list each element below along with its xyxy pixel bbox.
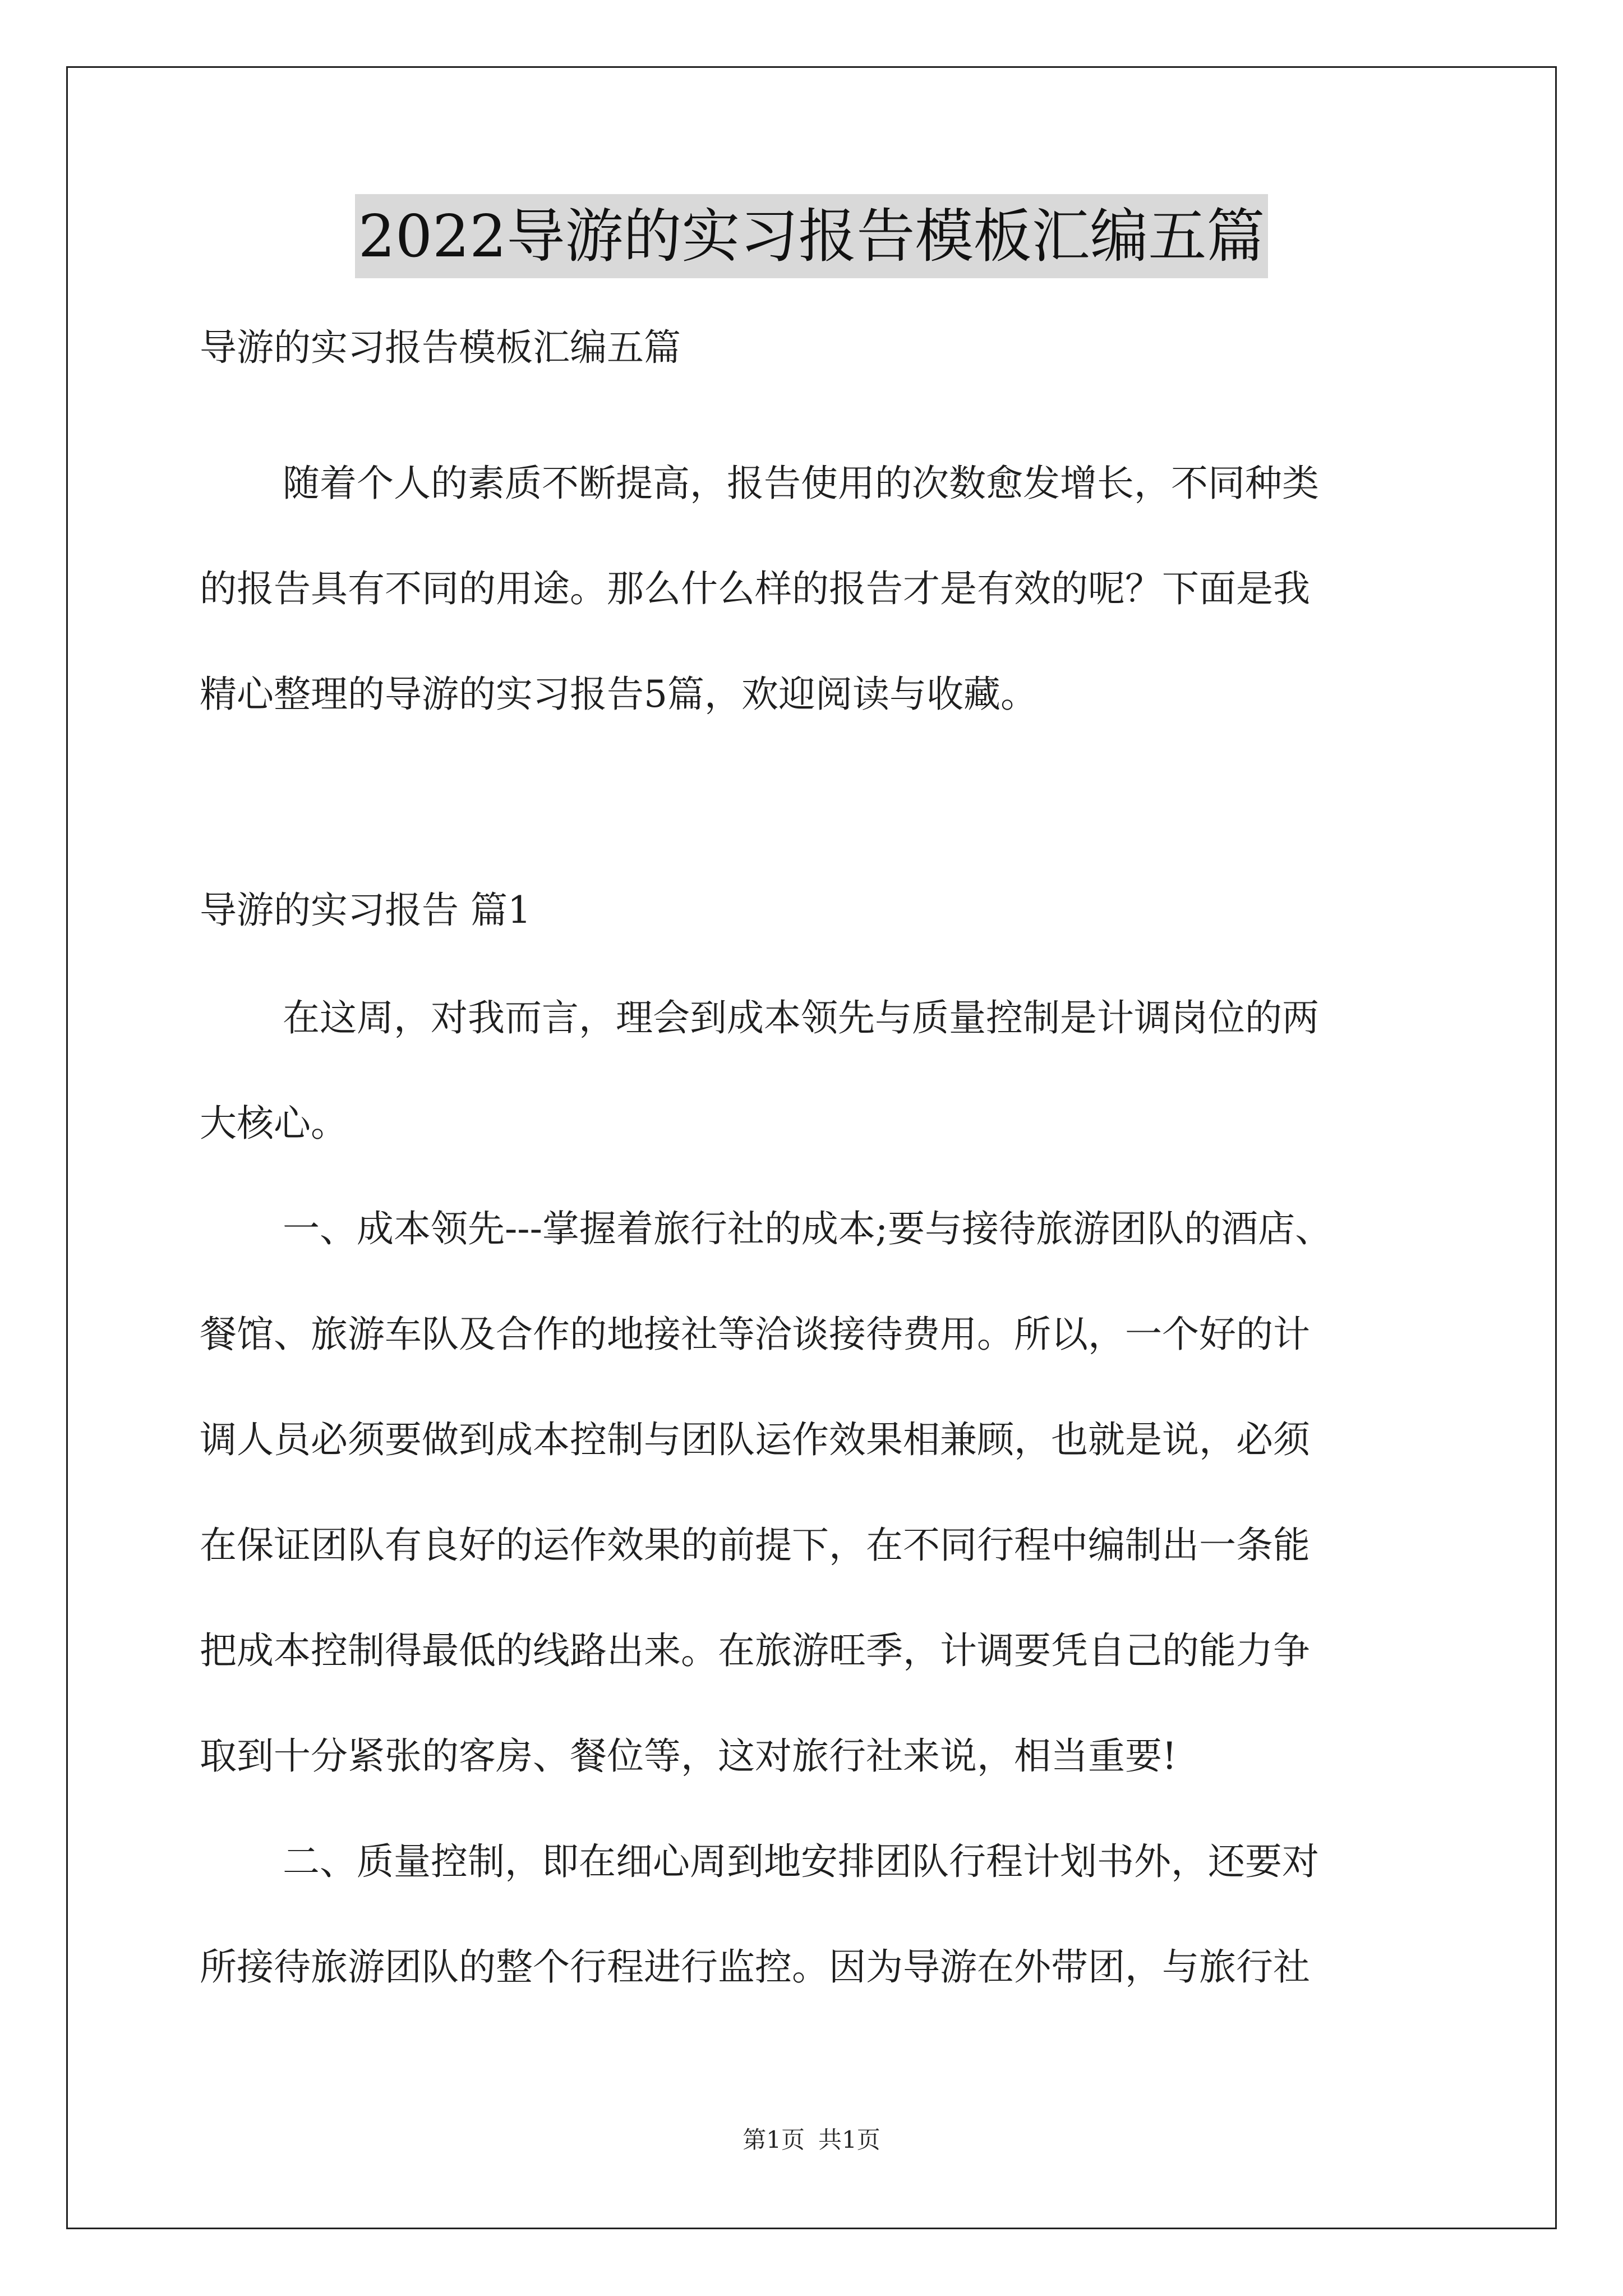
paragraph-line: 取到十分紧张的客房、餐位等，这对旅行社来说，相当重要! xyxy=(200,1734,1177,1778)
page-footer xyxy=(0,2123,1623,2157)
document-title: 2022导游的实习报告模板汇编五篇 xyxy=(355,194,1269,278)
paragraph-line: 餐馆、旅游车队及合作的地接社等洽谈接待费用。所以，一个好的计 xyxy=(200,1313,1310,1356)
intro-line-3: 精心整理的导游的实习报告5篇，欢迎阅读与收藏。 xyxy=(200,673,1038,716)
section-heading-1: 导游的实习报告 篇1 xyxy=(200,889,531,932)
paragraph-line: 二、质量控制，即在细心周到地安排团队行程计划书外，还要对 xyxy=(283,1840,1319,1883)
page-total: 共1页 xyxy=(818,2126,880,2154)
paragraph-line: 一、成本领先---掌握着旅行社的成本;要与接待旅游团队的酒店、 xyxy=(283,1207,1332,1250)
paragraph-line: 在这周，对我而言，理会到成本领先与质量控制是计调岗位的两 xyxy=(283,996,1319,1039)
title-container xyxy=(0,194,1623,278)
page-number: 第1页 xyxy=(743,2126,805,2154)
intro-line-1: 随着个人的素质不断提高，报告使用的次数愈发增长，不同种类 xyxy=(283,462,1319,505)
intro-line-2: 的报告具有不同的用途。那么什么样的报告才是有效的呢？下面是我 xyxy=(200,567,1310,610)
paragraph-line: 把成本控制得最低的线路出来。在旅游旺季，计调要凭自己的能力争 xyxy=(200,1629,1310,1672)
paragraph-line: 所接待旅游团队的整个行程进行监控。因为导游在外带团，与旅行社 xyxy=(200,1945,1310,1989)
paragraph-line: 大核心。 xyxy=(200,1102,348,1145)
subtitle-line: 导游的实习报告模板汇编五篇 xyxy=(200,326,681,369)
paragraph-line: 在保证团队有良好的运作效果的前提下，在不同行程中编制出一条能 xyxy=(200,1524,1310,1567)
paragraph-line: 调人员必须要做到成本控制与团队运作效果相兼顾，也就是说，必须 xyxy=(200,1418,1310,1461)
